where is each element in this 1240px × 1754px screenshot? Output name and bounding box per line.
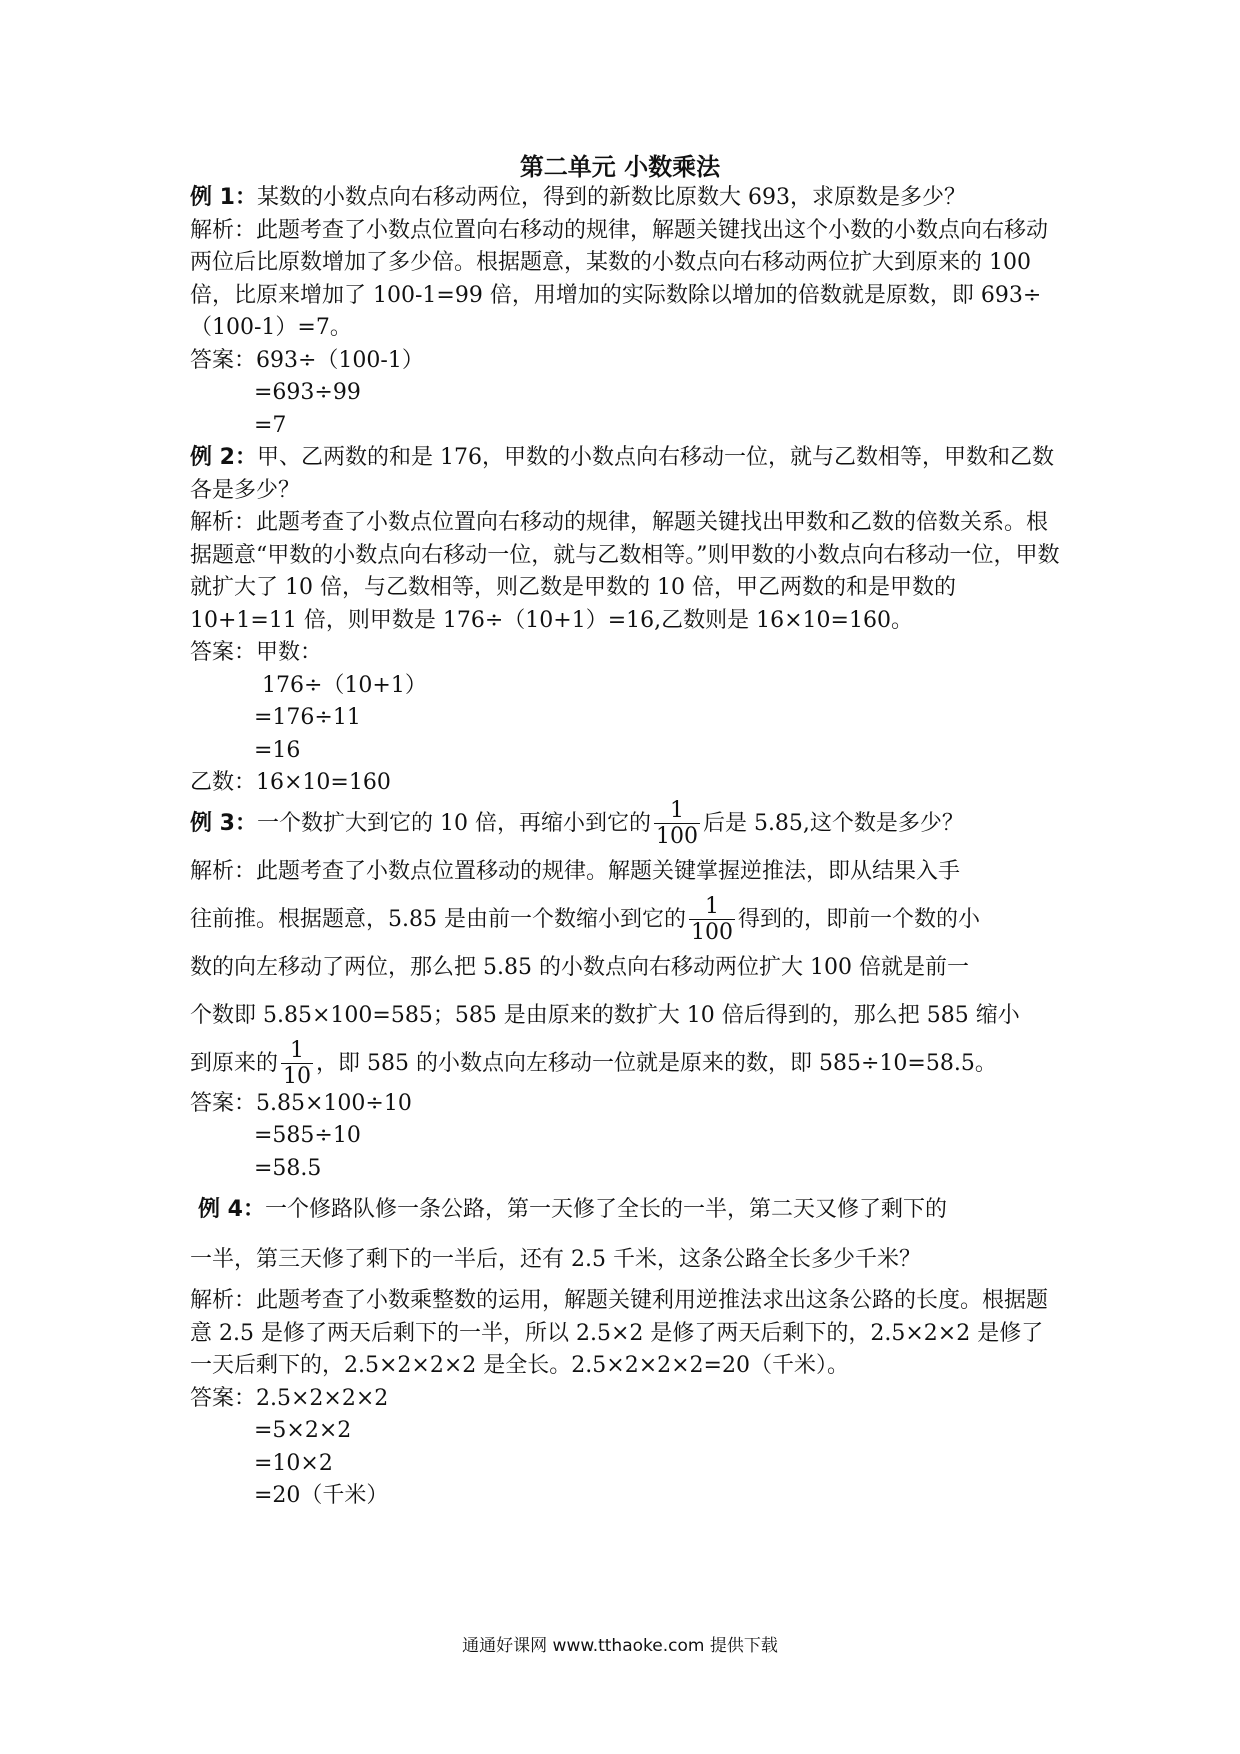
analysis-text: 到原来的 xyxy=(190,1050,279,1076)
example-3-analysis-line xyxy=(190,893,1060,945)
example-1-question xyxy=(190,182,1060,215)
example-3-question-after: 后是 5.85,这个数是多少？ xyxy=(702,810,964,836)
example-3-label: 例 3： xyxy=(190,810,257,836)
analysis-text: ，即 585 的小数点向左移动一位就是原来的数，即 585÷10=58.5。 xyxy=(316,1050,997,1076)
example-4-analysis: 解析：此题考查了小数乘整数的运用，解题关键利用逆推法求出这条公路的长度。根据题意 2.5 是修了两天后剩下的一半，所以 2.5×2 是修了两天后剩下的，2.5×2×2 是修了一天后剩下的，2.5×2×2×2 是全长。2.5×2×2×2=20（千米）。 xyxy=(190,1288,1049,1378)
fraction-one-hundredth xyxy=(654,797,700,849)
analysis-text: 往前推。根据题意，5.85 是由前一个数缩小到它的 xyxy=(190,906,686,932)
example-4-answer-line: =10×2 xyxy=(254,1450,333,1476)
example-1-answer-line: =7 xyxy=(254,412,287,438)
example-1-label: 例 1： xyxy=(190,185,257,210)
example-2-answer-line: 176÷（10+1） xyxy=(262,672,427,698)
example-3-analysis-line: 个数即 5.85×100=585；585 是由原来的数扩大 10 倍后得到的，那么把 585 缩小 xyxy=(190,1002,1020,1028)
example-4-question-line xyxy=(190,1185,1060,1235)
fraction-denominator: 100 xyxy=(690,919,733,945)
example-4-answer-line: 答案：2.5×2×2×2 xyxy=(190,1385,389,1411)
example-3-answer-line: 答案：5.85×100÷10 xyxy=(190,1090,412,1116)
fraction-one-tenth xyxy=(281,1037,313,1089)
example-1-answer-line: 答案：693÷（100-1） xyxy=(190,347,424,373)
example-4-label: 例 4： xyxy=(198,1197,265,1222)
example-2-answer-line: 答案：甲数： xyxy=(190,640,323,665)
example-3-analysis-line xyxy=(190,1037,1060,1089)
example-4-answer-line: =5×2×2 xyxy=(254,1418,352,1443)
fraction-one-hundredth xyxy=(689,893,735,945)
example-1-answer-line: =693÷99 xyxy=(254,380,361,405)
fraction-denominator: 10 xyxy=(283,1063,312,1089)
fraction-numerator: 1 xyxy=(669,797,684,823)
example-2-question xyxy=(190,442,1060,507)
example-2-answer-line: =16 xyxy=(254,737,301,763)
example-2-label: 例 2： xyxy=(190,445,257,470)
example-4-question-text: 一个修路队修一条公路，第一天修了全长的一半，第二天又修了剩下的 xyxy=(264,1197,947,1222)
fraction-numerator: 1 xyxy=(704,893,719,919)
example-4-question-line: 一半，第三天修了剩下的一半后，还有 2.5 千米，这条公路全长多少千米？ xyxy=(190,1247,921,1272)
fraction-numerator: 1 xyxy=(290,1037,305,1063)
page-title: 第二单元 小数乘法 xyxy=(519,153,721,181)
page-footer: 通通好课网 www.tthaoke.com 提供下载 xyxy=(462,1636,778,1656)
example-4-answer-line: =20（千米） xyxy=(254,1483,389,1508)
example-2-answer-line: 乙数：16×10=160 xyxy=(190,770,391,795)
example-3-question-before: 一个数扩大到它的 10 倍，再缩小到它的 xyxy=(256,810,651,836)
example-2-question-text: 甲、乙两数的和是 176，甲数的小数点向右移动一位，就与乙数相等，甲数和乙数各是多少？ xyxy=(190,445,1054,503)
example-3-answer-line: =585÷10 xyxy=(254,1123,361,1148)
example-3-analysis-line: 解析：此题考查了小数点位置移动的规律。解题关键掌握逆推法，即从结果入手 xyxy=(190,858,961,884)
fraction-denominator: 100 xyxy=(655,823,698,849)
example-2-analysis: 解析：此题考查了小数点位置向右移动的规律，解题关键找出甲数和乙数的倍数关系。根据题意“甲数的小数点向右移动一位，就与乙数相等。”则甲数的小数点向右移动一位，甲数就扩大了 10 倍，与乙数相等，则乙数是甲数的 10 倍，甲乙两数的和是甲数的 10+1=11 倍，则甲数是 176÷（10+1）=16,乙数则是 16×10=160。 xyxy=(190,510,1060,633)
example-2-answer-line: =176÷11 xyxy=(254,705,361,730)
example-3-answer-line: =58.5 xyxy=(254,1155,322,1181)
analysis-text: 得到的，即前一个数的小 xyxy=(737,906,980,932)
example-3-analysis-line: 数的向左移动了两位，那么把 5.85 的小数点向右移动两位扩大 100 倍就是前一 xyxy=(190,954,969,980)
content-body xyxy=(190,182,1060,1513)
example-3-question xyxy=(190,797,1060,849)
example-1-question-text: 某数的小数点向右移动两位，得到的新数比原数大 693，求原数是多少？ xyxy=(256,185,966,210)
example-1-analysis: 解析：此题考查了小数点位置向右移动的规律，解题关键找出这个小数的小数点向右移动两位后比原数增加了多少倍。根据题意，某数的小数点向右移动两位扩大到原来的 100 倍，比原来增加了 100-1=99 倍，用增加的实际数除以增加的倍数就是原数，即 693÷（100-1）=7。 xyxy=(190,217,1049,340)
